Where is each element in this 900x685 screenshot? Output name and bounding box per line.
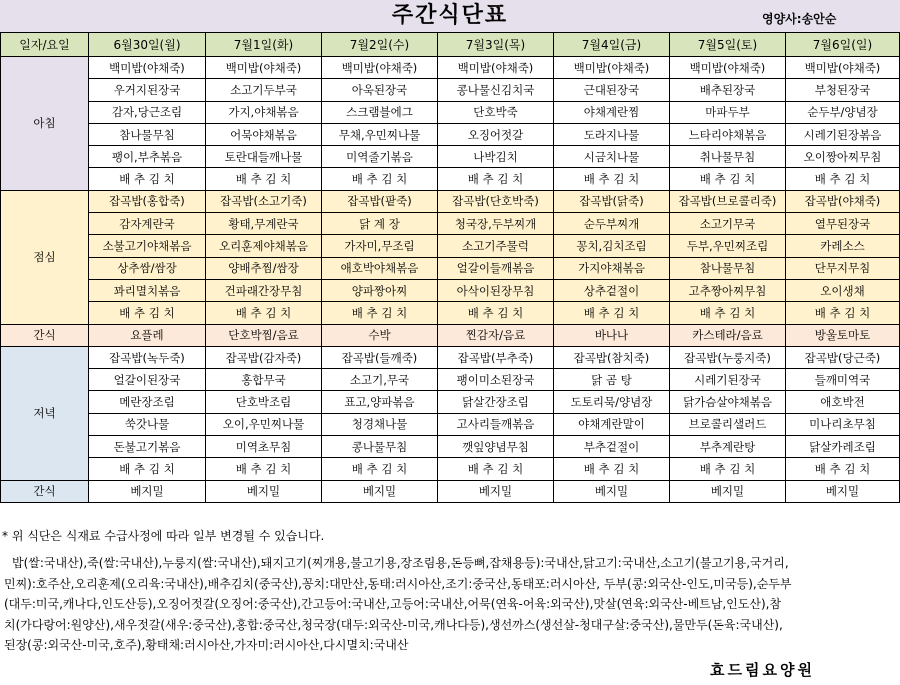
menu-cell: 두부,우민찌조림 <box>670 235 786 257</box>
menu-cell: 베지밀 <box>670 480 786 502</box>
menu-cell: 애호박전 <box>786 391 900 413</box>
menu-cell: 배 추 김 치 <box>438 302 554 324</box>
menu-cell: 양파짱아찌 <box>322 279 438 301</box>
menu-cell: 미역초무침 <box>206 436 322 458</box>
menu-cell: 도라지나물 <box>554 123 670 145</box>
menu-cell: 오이,우민찌나물 <box>206 413 322 435</box>
menu-cell: 미역줄기볶음 <box>322 146 438 168</box>
menu-cell: 건파래간장무침 <box>206 279 322 301</box>
menu-cell: 잡곡밥(소고기죽) <box>206 190 322 212</box>
origin-line: (대두:미국,캐나다,인도산등),오징어젓갈(오징어:중국산),간고등어:국내산,고등어:국내산,어묵(연육-어육:외국산),맛살(연육:외국산-베트남,인도산),참 <box>4 597 782 611</box>
menu-cell: 잡곡밥(야채죽) <box>786 190 900 212</box>
menu-cell: 배 추 김 치 <box>670 458 786 480</box>
menu-cell: 표고,양파볶음 <box>322 391 438 413</box>
snack1-row <box>1 324 900 346</box>
menu-cell: 시레기된장볶음 <box>786 123 900 145</box>
menu-cell: 배 추 김 치 <box>206 458 322 480</box>
menu-cell: 소고기무국 <box>670 213 786 235</box>
menu-cell: 마파두부 <box>670 101 786 123</box>
header-cell: 6월30일(월) <box>89 33 206 57</box>
menu-cell: 배 추 김 치 <box>554 458 670 480</box>
menu-cell: 들깨미역국 <box>786 369 900 391</box>
menu-cell: 감자계란국 <box>89 213 206 235</box>
menu-cell: 상추겉절이 <box>554 279 670 301</box>
menu-cell: 청경채나물 <box>322 413 438 435</box>
menu-cell: 닭 계 장 <box>322 213 438 235</box>
meal-label: 아침 <box>1 57 89 191</box>
menu-cell: 황태,무계란국 <box>206 213 322 235</box>
menu-cell: 시금치나물 <box>554 146 670 168</box>
page-title: 주간식단표 <box>391 3 509 28</box>
menu-cell: 브로콜리샐러드 <box>670 413 786 435</box>
dinner-row <box>1 436 900 458</box>
menu-cell: 꽈리멸치볶음 <box>89 279 206 301</box>
menu-cell: 배 추 김 치 <box>554 302 670 324</box>
dinner-row <box>1 346 900 368</box>
menu-cell: 방울토마토 <box>786 324 900 346</box>
menu-cell: 소고기주물럭 <box>438 235 554 257</box>
menu-cell: 애호박야채볶음 <box>322 257 438 279</box>
menu-cell: 수박 <box>322 324 438 346</box>
notice-text: * 위 식단은 식재료 수급사정에 따라 일부 변경될 수 있습니다. <box>2 529 325 543</box>
menu-cell: 요플레 <box>89 324 206 346</box>
menu-cell: 백미밥(야채죽) <box>89 57 206 79</box>
menu-cell: 백미밥(야채죽) <box>786 57 900 79</box>
menu-cell: 배 추 김 치 <box>786 458 900 480</box>
menu-cell: 무채,우민찌나물 <box>322 123 438 145</box>
menu-cell: 참나물무침 <box>670 257 786 279</box>
menu-cell: 단호박죽 <box>438 101 554 123</box>
menu-cell: 잡곡밥(단호박죽) <box>438 190 554 212</box>
menu-cell: 깻잎양념무침 <box>438 436 554 458</box>
menu-cell: 배 추 김 치 <box>206 302 322 324</box>
menu-cell: 배 추 김 치 <box>206 168 322 190</box>
dinner-row <box>1 458 900 480</box>
breakfast-row <box>1 57 900 79</box>
menu-cell: 취나물무침 <box>670 146 786 168</box>
menu-cell: 베지밀 <box>786 480 900 502</box>
header-cell: 7월3일(목) <box>438 33 554 57</box>
menu-cell: 잡곡밥(당근죽) <box>786 346 900 368</box>
menu-cell: 잡곡밥(팥죽) <box>322 190 438 212</box>
menu-cell: 닭살간장조림 <box>438 391 554 413</box>
menu-cell: 시레기된장국 <box>670 369 786 391</box>
menu-cell: 백미밥(야채죽) <box>670 57 786 79</box>
menu-cell: 백미밥(야채죽) <box>438 57 554 79</box>
menu-cell: 닭 곰 탕 <box>554 369 670 391</box>
menu-cell: 양배추찜/쌈장 <box>206 257 322 279</box>
header-cell: 7월2일(수) <box>322 33 438 57</box>
menu-cell: 팽이미소된장국 <box>438 369 554 391</box>
menu-cell: 부추계란탕 <box>670 436 786 458</box>
menu-cell: 카스테라/음료 <box>670 324 786 346</box>
menu-cell: 야채계란말이 <box>554 413 670 435</box>
breakfast-row <box>1 101 900 123</box>
menu-cell: 배 추 김 치 <box>322 168 438 190</box>
menu-cell: 잡곡밥(들깨죽) <box>322 346 438 368</box>
facility-name: 효드림요양원 <box>710 661 815 679</box>
meal-label: 저녁 <box>1 346 89 480</box>
menu-cell: 찐감자/음료 <box>438 324 554 346</box>
lunch-row <box>1 279 900 301</box>
menu-cell: 오이생채 <box>786 279 900 301</box>
menu-cell: 잡곡밥(누룽지죽) <box>670 346 786 368</box>
menu-cell: 배 추 김 치 <box>89 458 206 480</box>
menu-cell: 부추겉절이 <box>554 436 670 458</box>
menu-cell: 참나물무침 <box>89 123 206 145</box>
menu-cell: 스크램블에그 <box>322 101 438 123</box>
menu-cell: 베지밀 <box>438 480 554 502</box>
menu-cell: 콩나물신김치국 <box>438 79 554 101</box>
menu-cell: 잡곡밥(브로콜리죽) <box>670 190 786 212</box>
menu-body <box>1 33 900 503</box>
menu-cell: 아욱된장국 <box>322 79 438 101</box>
lunch-row <box>1 257 900 279</box>
menu-cell: 베지밀 <box>206 480 322 502</box>
menu-cell: 오이짱아찌무침 <box>786 146 900 168</box>
menu-cell: 순두부/양념장 <box>786 101 900 123</box>
meal-label: 간식 <box>1 480 89 502</box>
header-row <box>1 33 900 57</box>
menu-cell: 메란장조림 <box>89 391 206 413</box>
menu-cell: 단무지무침 <box>786 257 900 279</box>
dinner-row <box>1 391 900 413</box>
menu-cell: 베지밀 <box>554 480 670 502</box>
menu-cell: 바나나 <box>554 324 670 346</box>
menu-cell: 아삭이된장무침 <box>438 279 554 301</box>
menu-cell: 우거지된장국 <box>89 79 206 101</box>
menu-cell: 가지,야채볶음 <box>206 101 322 123</box>
breakfast-row <box>1 123 900 145</box>
menu-cell: 배추된장국 <box>670 79 786 101</box>
dinner-row <box>1 369 900 391</box>
origin-line: 민찌):호주산,오리훈제(오리육:국내산),배추김치(중국산),꽁치:대만산,동태:러시아산,조기:중국산,동태포:러시아산, 두부(콩:외국산-인도,미국등),순두부 <box>4 576 792 591</box>
header-cell: 일자/요일 <box>1 33 89 57</box>
menu-cell: 백미밥(야채죽) <box>206 57 322 79</box>
menu-cell: 잡곡밥(감자죽) <box>206 346 322 368</box>
origin-line: 된장(콩:외국산-미국,호주),황태채:러시아산,가자미:러시아산,다시멸치:국내산 <box>4 638 409 652</box>
menu-cell: 배 추 김 치 <box>670 302 786 324</box>
menu-cell: 고추짱아찌무침 <box>670 279 786 301</box>
menu-cell: 잡곡밥(녹두죽) <box>89 346 206 368</box>
menu-cell: 어묵야채볶음 <box>206 123 322 145</box>
header-cell: 7월6일(일) <box>786 33 900 57</box>
menu-cell: 쑥갓나물 <box>89 413 206 435</box>
menu-cell: 꽁치,김치조림 <box>554 235 670 257</box>
menu-cell: 단호박찜/음료 <box>206 324 322 346</box>
menu-cell: 얼갈이된장국 <box>89 369 206 391</box>
menu-cell: 배 추 김 치 <box>322 458 438 480</box>
menu-cell: 배 추 김 치 <box>89 168 206 190</box>
menu-cell: 부청된장국 <box>786 79 900 101</box>
nutritionist-label: 영양사:송안순 <box>762 12 837 26</box>
menu-cell: 소고기두부국 <box>206 79 322 101</box>
menu-cell: 얼갈이들깨볶음 <box>438 257 554 279</box>
header-cell: 7월4일(금) <box>554 33 670 57</box>
menu-cell: 닭살카레조림 <box>786 436 900 458</box>
menu-cell: 배 추 김 치 <box>89 302 206 324</box>
breakfast-row <box>1 168 900 190</box>
menu-cell: 배 추 김 치 <box>554 168 670 190</box>
lunch-row <box>1 190 900 212</box>
header-cell: 7월1일(화) <box>206 33 322 57</box>
lunch-row <box>1 213 900 235</box>
menu-cell: 백미밥(야채죽) <box>554 57 670 79</box>
lunch-row <box>1 235 900 257</box>
origin-info <box>4 553 894 656</box>
menu-cell: 배 추 김 치 <box>786 302 900 324</box>
breakfast-row <box>1 146 900 168</box>
menu-cell: 근대된장국 <box>554 79 670 101</box>
menu-cell: 상추쌈/쌈장 <box>89 257 206 279</box>
menu-cell: 소불고기야채볶음 <box>89 235 206 257</box>
menu-cell: 청국장,두부찌개 <box>438 213 554 235</box>
meal-label: 간식 <box>1 324 89 346</box>
menu-cell: 순두부찌개 <box>554 213 670 235</box>
menu-cell: 감자,당근조림 <box>89 101 206 123</box>
menu-cell: 야채계란찜 <box>554 101 670 123</box>
menu-cell: 콩나물무침 <box>322 436 438 458</box>
menu-cell: 베지밀 <box>322 480 438 502</box>
meal-label: 점심 <box>1 190 89 324</box>
weekly-menu-table <box>0 32 900 503</box>
menu-cell: 돈불고기볶음 <box>89 436 206 458</box>
menu-cell: 미나리초무침 <box>786 413 900 435</box>
menu-cell: 도토리묵/양념장 <box>554 391 670 413</box>
menu-cell: 느타리야채볶음 <box>670 123 786 145</box>
menu-cell: 잡곡밥(닭죽) <box>554 190 670 212</box>
menu-cell: 팽이,부추볶음 <box>89 146 206 168</box>
dinner-row <box>1 413 900 435</box>
origin-line: 치(가다랑어:원양산),새우젓갈(새우:중국산),홍합:중국산,청국장(대두:외국산-미국,캐나다등),생선까스(생선살-청대구살:중국산),물만두(돈육:국내산), <box>4 617 783 632</box>
breakfast-row <box>1 79 900 101</box>
menu-cell: 잡곡밥(부추죽) <box>438 346 554 368</box>
menu-cell: 배 추 김 치 <box>670 168 786 190</box>
menu-cell: 잡곡밥(홍합죽) <box>89 190 206 212</box>
menu-cell: 단호박조림 <box>206 391 322 413</box>
menu-cell: 백미밥(야채죽) <box>322 57 438 79</box>
header-cell: 7월5일(토) <box>670 33 786 57</box>
menu-cell: 배 추 김 치 <box>438 168 554 190</box>
snack2-row <box>1 480 900 502</box>
menu-cell: 배 추 김 치 <box>322 302 438 324</box>
menu-cell: 닭가슴살야채볶음 <box>670 391 786 413</box>
origin-line: 밥(쌀:국내산),죽(쌀:국내산),누룽지(쌀:국내산),돼지고기(찌개용,불고기용,장조림용,돈등뼈,잡채용등):국내산,닭고기:국내산,소고기(불고기용,국거리, <box>12 556 789 570</box>
lunch-row <box>1 302 900 324</box>
menu-cell: 오징어젓갈 <box>438 123 554 145</box>
menu-cell: 베지밀 <box>89 480 206 502</box>
menu-cell: 홍합무국 <box>206 369 322 391</box>
menu-cell: 소고기,무국 <box>322 369 438 391</box>
menu-cell: 잡곡밥(참치죽) <box>554 346 670 368</box>
menu-cell: 가자미,무조림 <box>322 235 438 257</box>
menu-cell: 오리훈제야채볶음 <box>206 235 322 257</box>
menu-cell: 배 추 김 치 <box>786 168 900 190</box>
menu-cell: 가지야채볶음 <box>554 257 670 279</box>
menu-cell: 열무된장국 <box>786 213 900 235</box>
menu-cell: 나박김치 <box>438 146 554 168</box>
menu-cell: 고사리들깨볶음 <box>438 413 554 435</box>
menu-cell: 카레소스 <box>786 235 900 257</box>
menu-cell: 토란대들깨나물 <box>206 146 322 168</box>
menu-cell: 배 추 김 치 <box>438 458 554 480</box>
